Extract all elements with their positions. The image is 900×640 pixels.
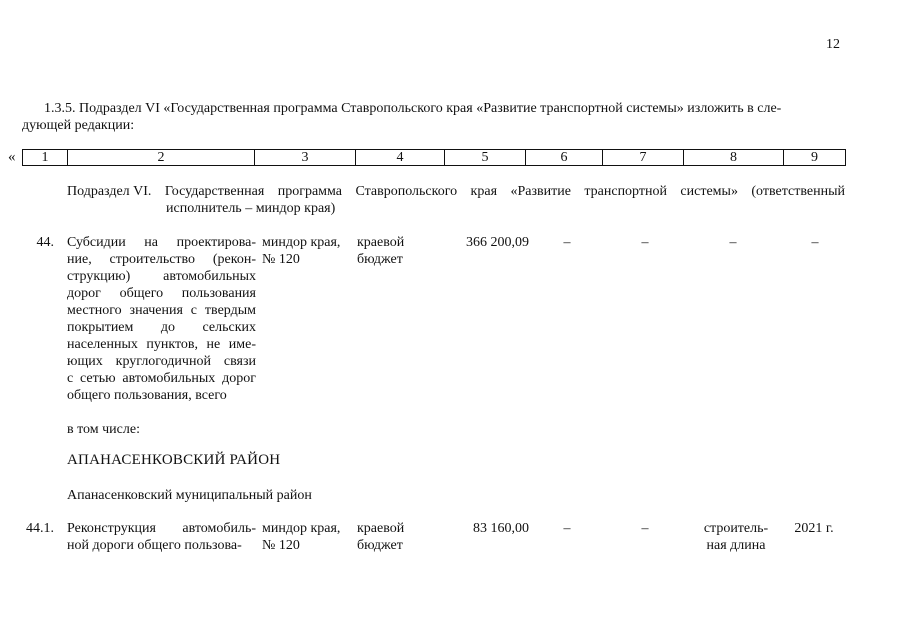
open-quote: « xyxy=(8,149,16,165)
subsection-word: Ставропольского xyxy=(355,184,458,199)
subsection-heading-line-2: исполнитель – миндор края) xyxy=(166,201,336,216)
intro-line-2: дующей редакции: xyxy=(22,118,135,133)
row-44-col-9: – xyxy=(811,235,819,250)
column-number-6: 6 xyxy=(526,150,603,166)
row-44-executor xyxy=(262,234,350,268)
row-44-executor-line: миндор края, xyxy=(262,235,341,250)
column-number-9: 9 xyxy=(784,150,846,166)
row-44-1-amount: 83 160,00 xyxy=(473,521,529,536)
row-44-description xyxy=(67,234,256,404)
row-44-1-executor-line: миндор края, xyxy=(262,521,341,536)
including-label: в том числе: xyxy=(67,422,140,437)
row-44-funding-source-line: краевой xyxy=(357,235,405,250)
row-44-col-7: – xyxy=(641,235,649,250)
row-44-description-line: с сетью автомобильных дорог xyxy=(67,371,256,386)
page-number: 12 xyxy=(826,37,840,52)
subsection-word: Государственная xyxy=(164,184,265,199)
row-44-description-line: Субсидии на проектирова- xyxy=(67,235,256,250)
column-number-3: 3 xyxy=(255,150,356,166)
municipality-heading: Апанасенковский муниципальный район xyxy=(67,488,312,503)
subsection-word: системы» xyxy=(680,184,738,199)
district-heading: АПАНАСЕНКОВСКИЙ РАЙОН xyxy=(67,452,281,468)
column-number-2: 2 xyxy=(68,150,255,166)
row-44-description-line: местного значения с твердым xyxy=(67,303,256,318)
row-44-1-col-9: 2021 г. xyxy=(794,521,834,536)
intro-line-1: 1.3.5. Подраздел VI «Государственная программа Ставропольского края «Развитие транспортной системы» изложить в сле- xyxy=(44,101,782,116)
row-44-description-line: струкцию) автомобильных xyxy=(67,269,256,284)
row-44-description-line: населенных пунктов, не име- xyxy=(67,337,256,352)
row-44-1-number: 44.1. xyxy=(26,521,54,536)
column-number-7: 7 xyxy=(603,150,684,166)
row-44-funding-source-line: бюджет xyxy=(357,252,403,267)
row-44-funding-source xyxy=(357,234,437,268)
row-44-1-col-7: – xyxy=(641,521,649,536)
row-44-1-col-6: – xyxy=(563,521,571,536)
row-44-1-col-8 xyxy=(688,520,784,554)
subsection-word: края xyxy=(470,184,498,199)
subsection-word: (ответственный xyxy=(751,184,845,199)
row-44-1-funding-source-line: краевой xyxy=(357,521,405,536)
row-44-1-col-8-line: ная длина xyxy=(706,538,766,553)
subsection-heading-line-1 xyxy=(67,183,845,200)
column-number-4: 4 xyxy=(356,150,445,166)
column-number-5: 5 xyxy=(445,150,526,166)
row-44-description-line: ние, строительство (рекон- xyxy=(67,252,256,267)
row-44-1-description xyxy=(67,520,256,554)
row-44-number: 44. xyxy=(36,235,54,250)
row-44-col-8: – xyxy=(729,235,737,250)
row-44-1-funding-source xyxy=(357,520,437,554)
subsection-heading xyxy=(67,183,845,217)
column-number-header xyxy=(22,149,846,166)
row-44-description-line: общего пользования, всего xyxy=(67,388,227,403)
column-number-1: 1 xyxy=(23,150,68,166)
subsection-word: Подраздел VI. xyxy=(67,184,152,199)
subsection-word: «Развитие xyxy=(510,184,571,199)
row-44-1-description-line: Реконструкция автомобиль- xyxy=(67,521,256,536)
row-44-1-description-line: ной дороги общего пользова- xyxy=(67,538,242,553)
row-44-description-line: покрытием до сельских xyxy=(67,320,256,335)
row-44-1-executor-line: № 120 xyxy=(262,538,300,553)
subsection-word: транспортной xyxy=(584,184,667,199)
row-44-description-line: дорог общего пользования xyxy=(67,286,256,301)
row-44-col-6: – xyxy=(563,235,571,250)
row-44-executor-line: № 120 xyxy=(262,252,300,267)
row-44-description-line: ющих круглогодичной связи xyxy=(67,354,256,369)
intro-paragraph xyxy=(22,100,848,134)
row-44-1-funding-source-line: бюджет xyxy=(357,538,403,553)
row-44-amount: 366 200,09 xyxy=(466,235,529,250)
row-44-1-executor xyxy=(262,520,350,554)
row-44-1-col-8-line: строитель- xyxy=(703,521,769,536)
column-number-8: 8 xyxy=(684,150,784,166)
subsection-word: программа xyxy=(277,184,343,199)
